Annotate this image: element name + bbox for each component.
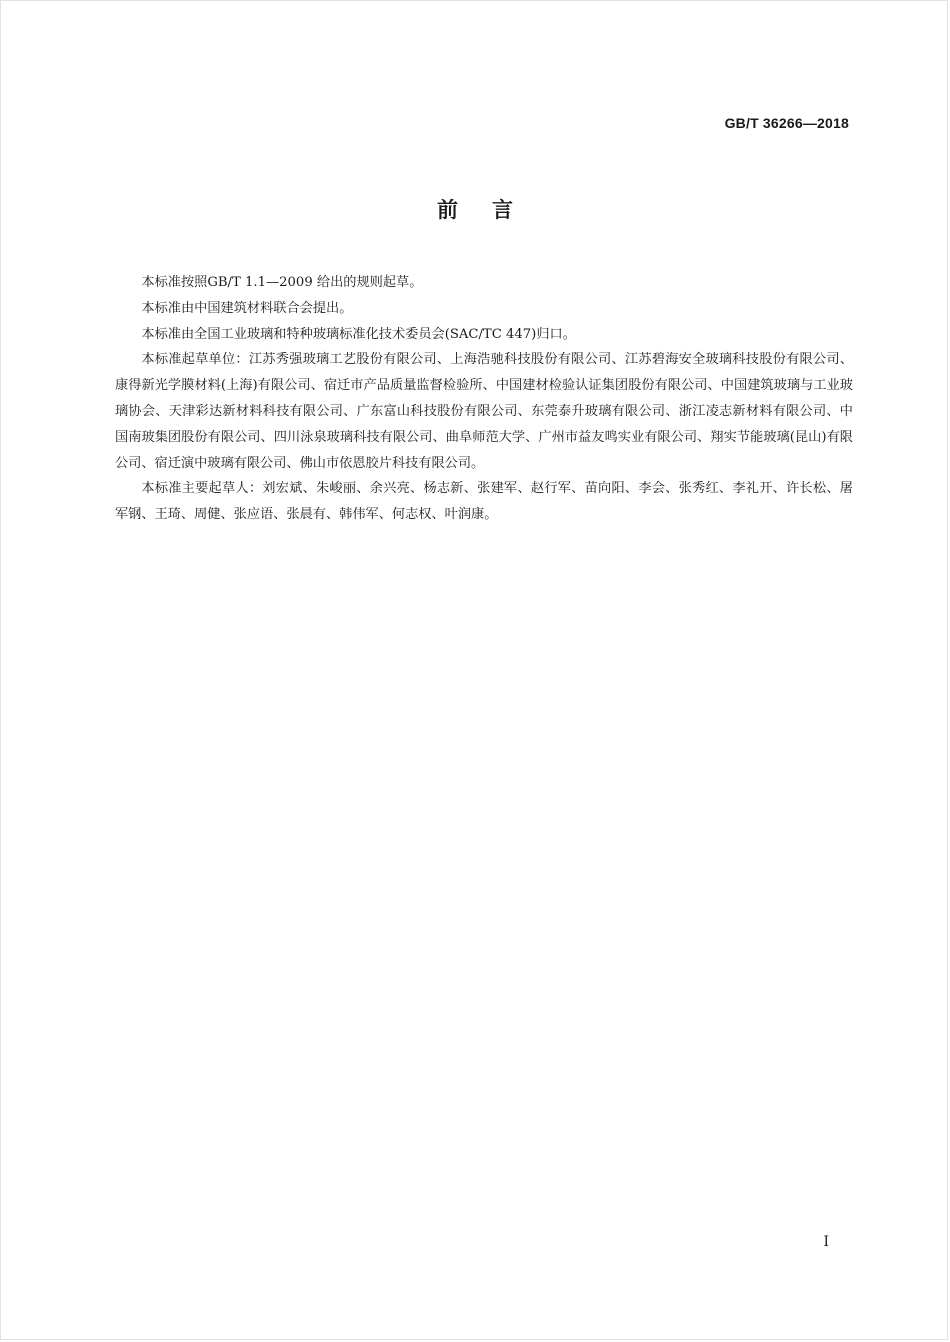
paragraph-drafting-rules: 本标准按照GB/T 1.1—2009 给出的规则起草。 [141, 275, 423, 290]
page-number: I [823, 1234, 829, 1250]
paragraph-main-drafters: 本标准主要起草人：刘宏斌、朱峻丽、余兴亮、杨志新、张建军、赵行军、苗向阳、李会、张秀红、李礼开、许长松、屠军钢、王琦、周健、张应语、张晨有、韩伟军、何志权、叶润康。 [115, 481, 853, 523]
page-title: 前言 [437, 198, 547, 222]
document-number: GB/T 36266—2018 [724, 115, 849, 131]
paragraph-technical-committee: 本标准由全国工业玻璃和特种玻璃标准化技术委员会(SAC/TC 447)归口。 [141, 326, 576, 342]
paragraph-drafting-units: 本标准起草单位：江苏秀强玻璃工艺股份有限公司、上海浩驰科技股份有限公司、江苏碧海安全玻璃科技股份有限公司、康得新光学膜材料(上海)有限公司、宿迁市产品质量监督检验所、中国建材检验认证集团股份有限公司、中国建筑玻璃与工业玻璃协会、天津彩达新材料科技有限公司、广东富山科技股份有限公司、东莞泰升玻璃有限公司、浙江凌志新材料有限公司、中国南玻集团股份有限公司、四川泳泉玻璃科技有限公司、曲阜师范大学、广州市益友鸣实业有限公司、翔实节能玻璃(昆山)有限公司、宿迁演中玻璃有限公司、佛山市依恩胶片科技有限公司。 [115, 352, 853, 471]
paragraph-proposer: 本标准由中国建筑材料联合会提出。 [141, 300, 353, 316]
body-text [115, 270, 853, 528]
